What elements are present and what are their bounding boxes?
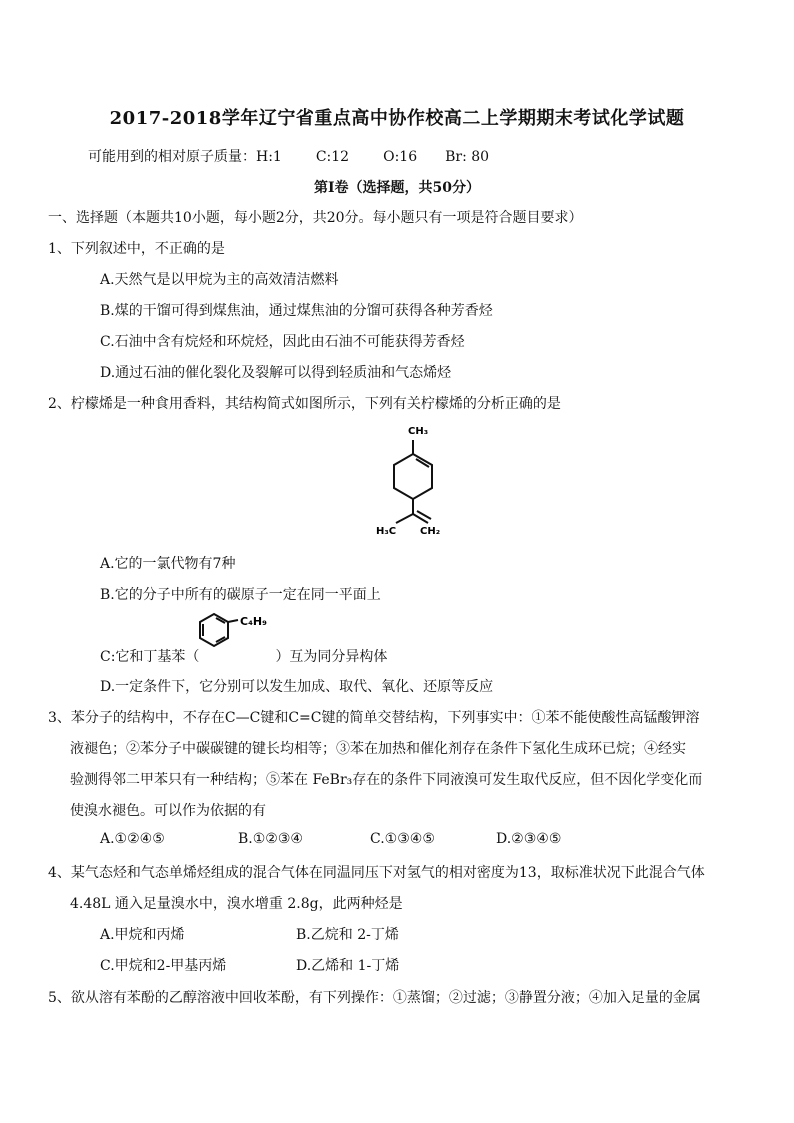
h3c-label: H₃C	[376, 526, 397, 537]
q2-option-c-after: ）互为同分异构体	[275, 649, 388, 665]
ch3-top-label: CH₃	[408, 426, 429, 437]
q3-option-b: B.①②③④	[238, 831, 303, 847]
q2-option-c-before: C:它和丁基苯（	[100, 649, 200, 665]
atomic-mass-label: 可能用到的相对原子质量：	[88, 149, 256, 165]
q3-option-a: A.①②④⑤	[100, 831, 165, 847]
q2-stem: 2、柠檬烯是一种食用香料，其结构简式如图所示，下列有关柠檬烯的分析正确的是	[48, 396, 561, 412]
q3-option-c: C.①③④⑤	[370, 831, 435, 847]
q2-option-a: A.它的一氯代物有7种	[100, 556, 236, 572]
q4-option-a: A.甲烷和丙烯	[100, 927, 185, 943]
mass-h: H:1	[256, 149, 282, 165]
c4h9-label: C₄H₉	[240, 615, 267, 628]
exam-title: 2017-2018学年辽宁省重点高中协作校高二上学期期末考试化学试题	[109, 108, 685, 129]
q3-line-4: 使溴水褪色。可以作为依据的有	[70, 803, 266, 819]
q3-options	[100, 831, 561, 847]
atomic-mass-note	[88, 146, 489, 166]
mass-br: Br: 80	[445, 149, 490, 165]
part-heading: 一、选择题（本题共10小题，每小题2分，共20分。每小题只有一项是符合题目要求）	[48, 210, 583, 226]
q4-options-row-1	[100, 924, 399, 944]
q2-option-b: B.它的分子中所有的碳原子一定在同一平面上	[100, 587, 381, 603]
mass-c: C:12	[315, 149, 350, 165]
q4-line-2: 4.48L 通入足量溴水中，溴水增重 2.8g，此两种烃是	[70, 896, 403, 912]
q2-option-d: D.一定条件下，它分别可以发生加成、取代、氧化、还原等反应	[100, 679, 494, 695]
q1-option-d: D.通过石油的催化裂化及裂解可以得到轻质油和气态烯烃	[100, 365, 452, 381]
q5-stem: 5、欲从溶有苯酚的乙醇溶液中回收苯酚，有下列操作：①蒸馏；②过滤；③静置分液；④加入足量的金属	[48, 990, 701, 1006]
limonene-structure	[360, 420, 460, 540]
q2-option-c	[100, 646, 387, 666]
q3-option-d: D.②③④⑤	[496, 831, 562, 847]
q4-option-b: B.乙烷和 2-丁烯	[296, 927, 399, 943]
q1-option-b: B.煤的干馏可得到煤焦油，通过煤焦油的分馏可获得各种芳香烃	[100, 303, 493, 319]
q4-line-1: 4、某气态烃和气态单烯烃组成的混合气体在同温同压下对氢气的相对密度为13，取标准状况下此混合气体	[48, 865, 705, 881]
q4-options-row-2	[100, 955, 399, 975]
q4-option-c: C.甲烷和2-甲基丙烯	[100, 958, 227, 974]
q3-line-1: 3、苯分子的结构中，不存在C—C键和C=C键的简单交替结构，下列事实中：①苯不能使酸性高锰酸钾溶	[48, 710, 700, 726]
q1-option-a: A.天然气是以甲烷为主的高效清洁燃料	[100, 272, 339, 288]
section-title: 第Ⅰ卷（选择题，共50分）	[313, 180, 481, 196]
q1-stem: 1、下列叙述中，不正确的是	[48, 241, 225, 257]
ch2-label: CH₂	[420, 526, 441, 537]
mass-o: O:16	[383, 149, 418, 165]
q3-line-3: 验测得邻二甲苯只有一种结构；⑤苯在 FeBr₃存在的条件下同液溴可发生取代反应，但不因化学变化而	[70, 772, 703, 788]
q4-option-d: D.乙烯和 1-丁烯	[296, 958, 400, 974]
q1-option-c: C.石油中含有烷烃和环烷烃，因此由石油不可能获得芳香烃	[100, 334, 465, 350]
q3-line-2: 液褪色；②苯分子中碳碳键的键长均相等；③苯在加热和催化剂存在条件下氢化生成环已烷；④经实	[70, 741, 686, 757]
